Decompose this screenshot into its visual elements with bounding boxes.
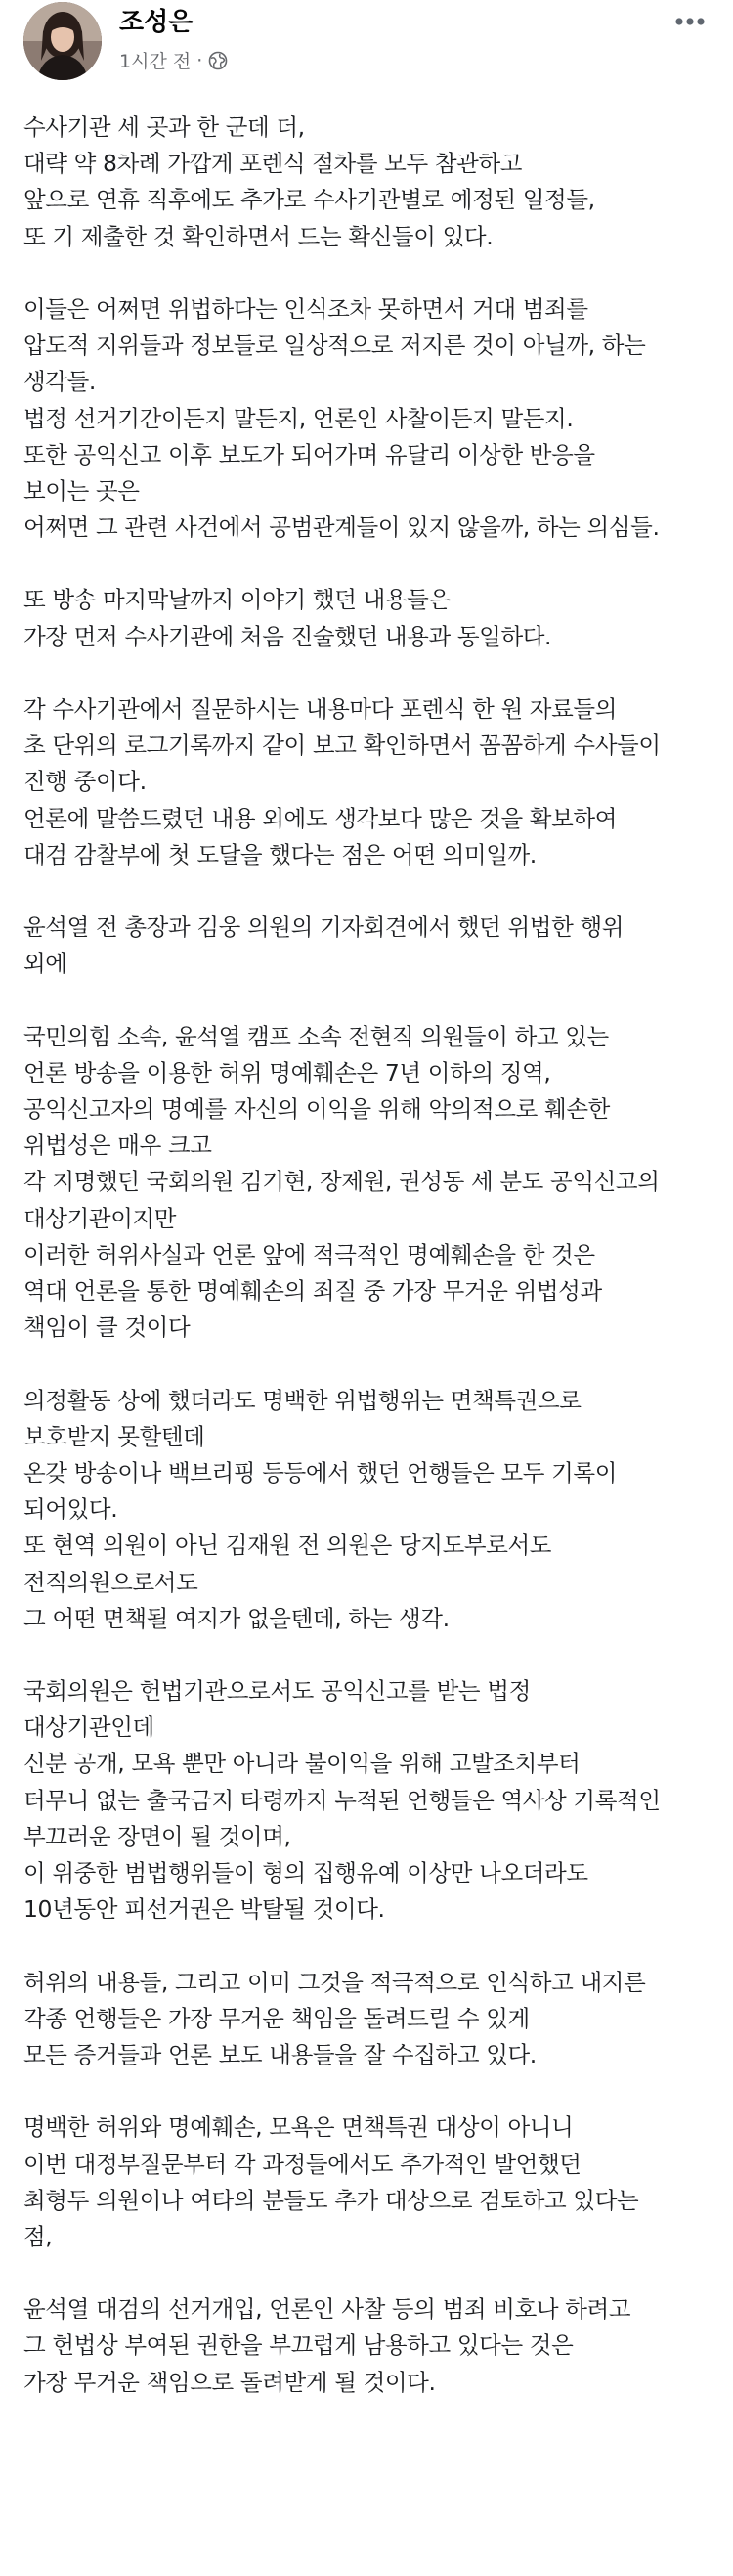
post-line: 윤석열 전 총장과 김웅 의원의 기자회견에서 했던 위법한 행위 bbox=[23, 913, 625, 942]
globe-icon[interactable] bbox=[208, 51, 228, 70]
post-paragraph bbox=[23, 1383, 717, 1637]
post-line: 이번 대정부질문부터 각 과정들에서도 추가적인 발언했던 bbox=[23, 2150, 582, 2178]
post-line: 언론에 말씀드렸던 내용 외에도 생각보다 많은 것을 확보하여 bbox=[23, 804, 618, 832]
paragraph-gap bbox=[23, 873, 717, 910]
post-line: 책임이 클 것이다 bbox=[23, 1313, 191, 1342]
paragraph-gap bbox=[23, 1637, 717, 1673]
post-line: 국민의힘 소속, 윤석열 캠프 소속 전현직 의원들이 하고 있는 bbox=[23, 1022, 609, 1050]
post-paragraph bbox=[23, 1673, 717, 1928]
meta-separator: · bbox=[196, 49, 203, 71]
post-line: 이들은 어쩌면 위법하다는 인식조차 못하면서 거대 범죄를 bbox=[23, 294, 588, 323]
avatar-image bbox=[23, 2, 102, 80]
paragraph-gap bbox=[23, 546, 717, 582]
post-time[interactable]: 1시간 전 bbox=[119, 51, 192, 72]
post-line: 각종 언행들은 가장 무거운 책임을 돌려드릴 수 있게 bbox=[23, 2004, 530, 2032]
post-line: 되어있다. bbox=[23, 1495, 118, 1524]
post-line: 점, bbox=[23, 2222, 53, 2250]
post-line: 최형두 의원이나 여타의 분들도 추가 대상으로 검토하고 있다는 bbox=[23, 2186, 639, 2214]
post-line: 대상기관이지만 bbox=[23, 1204, 177, 1232]
post-paragraph bbox=[23, 291, 717, 546]
paragraph-gap bbox=[23, 655, 717, 691]
post-line: 터무니 없는 출국금지 타령까지 누적된 언행들은 역사상 기록적인 bbox=[23, 1786, 661, 1814]
post-line: 그 어떤 면책될 여지가 없을텐데, 하는 생각. bbox=[23, 1604, 450, 1632]
post-paragraph bbox=[23, 2291, 717, 2401]
paragraph-gap bbox=[23, 255, 717, 291]
post-line: 역대 언론을 통한 명예훼손의 죄질 중 가장 무거운 위법성과 bbox=[23, 1277, 602, 1305]
post-line: 또 현역 의원이 아닌 김재원 전 의원은 당지도부로서도 bbox=[23, 1532, 552, 1560]
post-line: 국회의원은 헌법기관으로서도 공익신고를 받는 법정 bbox=[23, 1677, 531, 1706]
post-line: 온갖 방송이나 백브리핑 등등에서 했던 언행들은 모두 기록이 bbox=[23, 1458, 618, 1487]
post-line: 10년동안 피선거권은 박탈될 것이다. bbox=[23, 1895, 385, 1924]
post-line: 법정 선거기간이든지 말든지, 언론인 사찰이든지 말든지. bbox=[23, 404, 574, 432]
post-line: 각 지명했던 국회의원 김기현, 장제원, 권성동 세 분도 공익신고의 bbox=[23, 1168, 660, 1196]
paragraph-gap bbox=[23, 983, 717, 1019]
post-line: 대검 감찰부에 첫 도달을 했다는 점은 어떤 의미일까. bbox=[23, 840, 537, 868]
post-line: 이러한 허위사실과 언론 앞에 적극적인 명예훼손을 한 것은 bbox=[23, 1240, 595, 1268]
paragraph-gap bbox=[23, 1928, 717, 1964]
more-horizontal-icon bbox=[674, 17, 706, 26]
post-line: 수사기관 세 곳과 한 군데 더, bbox=[23, 113, 305, 141]
post-line: 부끄러운 장면이 될 것이며, bbox=[23, 1822, 291, 1850]
post-line: 또 기 제출한 것 확인하면서 드는 확신들이 있다. bbox=[23, 222, 494, 250]
post-line: 앞으로 연휴 직후에도 추가로 수사기관별로 예정된 일정들, bbox=[23, 186, 595, 214]
post-paragraph bbox=[23, 910, 717, 982]
post-meta bbox=[119, 47, 228, 73]
post-line: 가장 먼저 수사기관에 처음 진술했던 내용과 동일하다. bbox=[23, 622, 552, 650]
post-line: 명백한 허위와 명예훼손, 모욕은 면책특권 대상이 아니니 bbox=[23, 2113, 574, 2142]
post-body bbox=[23, 110, 717, 2401]
post-line: 보호받지 못할텐데 bbox=[23, 1422, 205, 1450]
post-line: 신분 공개, 모욕 뿐만 아니라 불이익을 위해 고발조치부터 bbox=[23, 1750, 581, 1778]
post-header bbox=[0, 0, 733, 108]
post-line: 또 방송 마지막날까지 이야기 했던 내용들은 bbox=[23, 586, 451, 614]
post-line: 윤석열 대검의 선거개입, 언론인 사찰 등의 범죄 비호나 하려고 bbox=[23, 2295, 631, 2324]
post-line: 외에 bbox=[23, 950, 67, 978]
post-line: 공익신고자의 명예를 자신의 이익을 위해 악의적으로 훼손한 bbox=[23, 1095, 610, 1124]
author-name[interactable]: 조성은 bbox=[119, 8, 194, 37]
post-paragraph bbox=[23, 2110, 717, 2255]
paragraph-gap bbox=[23, 1346, 717, 1382]
post-line: 초 단위의 로그기록까지 같이 보고 확인하면서 꼼꼼하게 수사들이 bbox=[23, 732, 661, 760]
post-line: 각 수사기관에서 질문하시는 내용마다 포렌식 한 원 자료들의 bbox=[23, 695, 618, 723]
post-paragraph bbox=[23, 1965, 717, 2074]
post-line: 또한 공익신고 이후 보도가 되어가며 유달리 이상한 반응을 bbox=[23, 440, 595, 468]
post-line: 압도적 지위들과 정보들로 일상적으로 저지른 것이 아닐까, 하는 bbox=[23, 332, 646, 360]
post-line: 어쩌면 그 관련 사건에서 공범관계들이 있지 않을까, 하는 의심들. bbox=[23, 513, 660, 542]
post-line: 언론 방송을 이용한 허위 명예훼손은 7년 이하의 징역, bbox=[23, 1058, 551, 1087]
post-line: 모든 증거들과 언론 보도 내용들을 잘 수집하고 있다. bbox=[23, 2040, 537, 2068]
post-line: 진행 중이다. bbox=[23, 768, 147, 796]
post-line: 가장 무거운 책임으로 돌려받게 될 것이다. bbox=[23, 2368, 436, 2396]
post-line: 대상기관인데 bbox=[23, 1713, 154, 1742]
post-line: 전직의원으로서도 bbox=[23, 1568, 198, 1596]
post-line: 의정활동 상에 했더라도 명백한 위법행위는 면책특권으로 bbox=[23, 1386, 582, 1414]
more-options-button[interactable] bbox=[668, 2, 711, 41]
post-paragraph bbox=[23, 691, 717, 873]
post-paragraph bbox=[23, 110, 717, 255]
post-line: 허위의 내용들, 그리고 이미 그것을 적극적으로 인식하고 내지른 bbox=[23, 1968, 646, 1996]
post-line: 생각들. bbox=[23, 368, 96, 396]
post-line: 위법성은 매우 크고 bbox=[23, 1132, 212, 1160]
post-paragraph bbox=[23, 1019, 717, 1347]
post-line: 그 헌법상 부여된 권한을 부끄럽게 남용하고 있다는 것은 bbox=[23, 2332, 574, 2360]
post-line: 이 위중한 범법행위들이 형의 집행유예 이상만 나오더라도 bbox=[23, 1859, 588, 1887]
post-paragraph bbox=[23, 582, 717, 654]
paragraph-gap bbox=[23, 2255, 717, 2291]
post-line: 보이는 곳은 bbox=[23, 476, 140, 505]
paragraph-gap bbox=[23, 2073, 717, 2110]
avatar[interactable] bbox=[23, 2, 102, 80]
post-line: 대략 약 8차례 가깝게 포렌식 절차를 모두 참관하고 bbox=[23, 150, 523, 178]
